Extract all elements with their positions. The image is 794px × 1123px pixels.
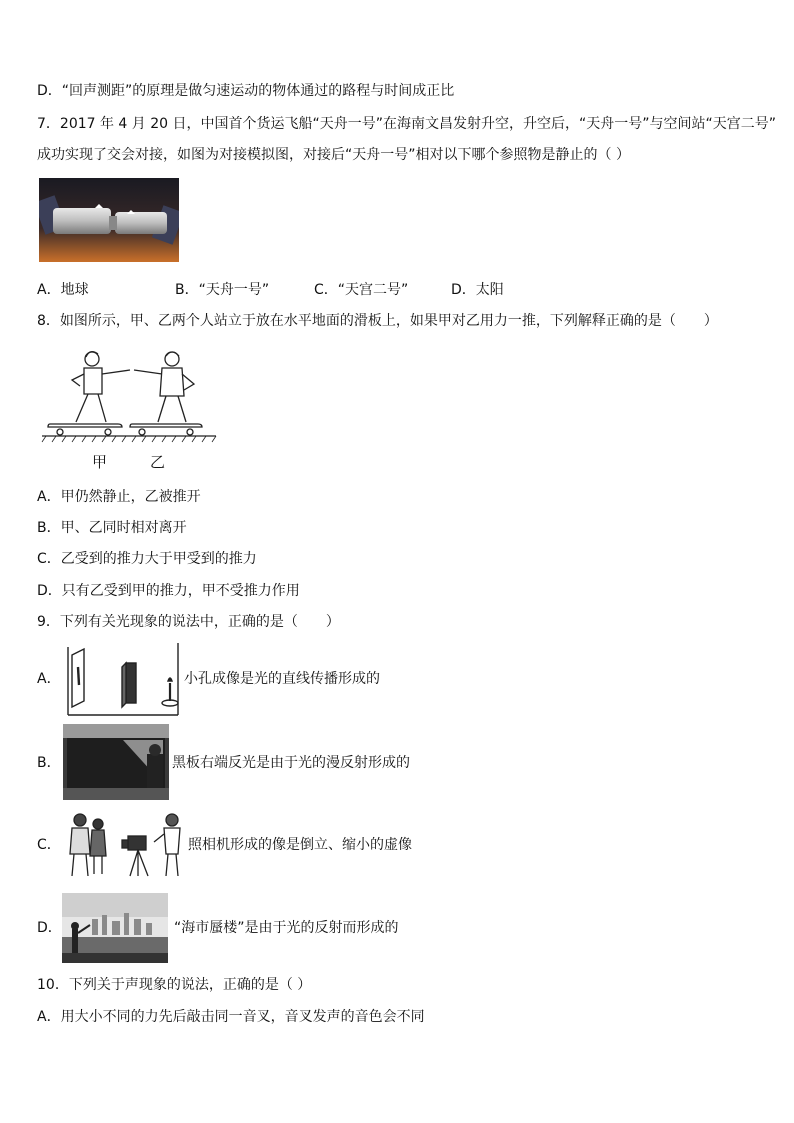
- q10-option-a: A．用大小不同的力先后敲击同一音叉，音叉发声的音色会不同: [37, 1009, 425, 1025]
- q9-option-a-letter: A．: [37, 671, 61, 687]
- q10-stem: 10．下列关于声现象的说法，正确的是（ ）: [37, 977, 312, 993]
- blackboard-image: [63, 724, 169, 800]
- q7-option-d: D．太阳: [451, 282, 504, 298]
- q9-option-b-letter: B．: [37, 755, 61, 771]
- q6-option-d: D．“回声测距”的原理是做匀速运动的物体通过的路程与时间成正比: [37, 83, 455, 99]
- q8-option-b: B．甲、乙同时相对离开: [37, 520, 187, 536]
- q9-option-c-text: 照相机形成的像是倒立、缩小的虚像: [188, 837, 412, 853]
- label-jia: 甲: [92, 453, 108, 471]
- q8-stem: 8．如图所示，甲、乙两个人站立于放在水平地面的滑板上，如果甲对乙用力一推，下列解释正确的是（ ）: [37, 313, 718, 329]
- skateboard-figure: [40, 344, 220, 444]
- docking-image: [39, 178, 179, 262]
- q9-stem: 9．下列有关光现象的说法中，正确的是（ ）: [37, 614, 340, 630]
- q7-stem-line1: 7．2017 年 4 月 20 日，中国首个货运飞船“天舟一号”在海南文昌发射升空，升空后，“天舟一号”与空间站“天宫二号”: [37, 116, 777, 132]
- label-yi: 乙: [150, 453, 166, 471]
- q9-option-d-text: “海市蜃楼”是由于光的反射而形成的: [174, 920, 399, 936]
- q7-stem-line2: 成功实现了交会对接，如图为对接模拟图，对接后“天舟一号”相对以下哪个参照物是静止的（ ）: [37, 147, 630, 163]
- q9-option-d-letter: D．: [37, 920, 62, 936]
- q8-option-c: C．乙受到的推力大于甲受到的推力: [37, 551, 257, 567]
- pinhole-image: [66, 641, 182, 717]
- q8-option-d: D．只有乙受到甲的推力，甲不受推力作用: [37, 583, 300, 599]
- q8-option-a: A．甲仍然静止，乙被推开: [37, 489, 201, 505]
- mirage-image: [62, 893, 168, 963]
- q7-option-a: A．地球: [37, 282, 89, 298]
- q9-option-c-letter: C．: [37, 837, 61, 853]
- q7-option-c: C．“天宫二号”: [314, 282, 409, 298]
- camera-image: [66, 810, 186, 880]
- q9-option-b-text: 黑板右端反光是由于光的漫反射形成的: [172, 755, 410, 771]
- q9-option-a-text: 小孔成像是光的直线传播形成的: [184, 671, 380, 687]
- q7-option-b: B．“天舟一号”: [175, 282, 270, 298]
